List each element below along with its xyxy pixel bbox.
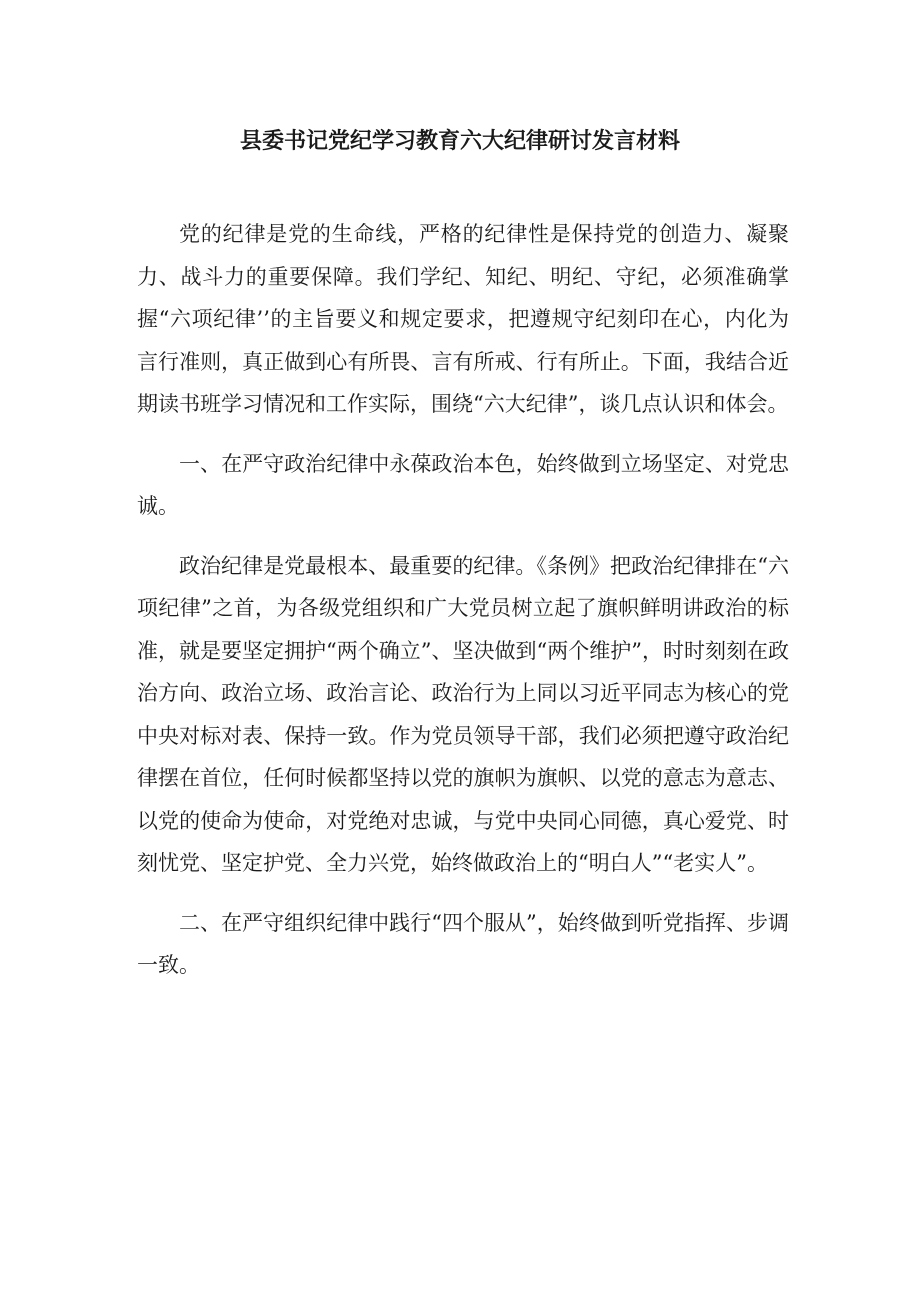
paragraph-heading-2: 二、在严守组织纪律中践行“四个服从”，始终做到听党指挥、步调一致。 [137, 910, 789, 977]
document-body [137, 213, 789, 1004]
paragraph-intro: 党的纪律是党的生命线，严格的纪律性是保持党的创造力、凝聚力、战斗力的重要保障。我们学纪、知纪、明纪、守纪，必须准确掌握“六项纪律’’的主旨要义和规定要求，把遵规守纪刻印在心，内化为言行准则，真正做到心有所畏、言有所戒、行有所止。下面，我结合近期读书班学习情况和工作实际，围绕“六大纪律”，谈几点认识和体会。 [137, 222, 789, 416]
document-title: 县委书记党纪学习教育六大纪律研讨发言材料 [239, 129, 680, 154]
paragraph-political-discipline: 政治纪律是党最根本、最重要的纪律。《条例》把政治纪律排在“六项纪律”之首，为各级党组织和广大党员树立起了旗帜鲜明讲政治的标准，就是要坚定拥护“两个确立”、坚决做到“两个维护”，时时刻刻在政治方向、政治立场、政治言论、政治行为上同以习近平同志为核心的党中央对标对表、保持一致。作为党员领导干部，我们必须把遵守政治纪律摆在首位，任何时候都坚持以党的旗帜为旗帜、以党的意志为意志、以党的使命为使命，对党绝对忠诚，与党中央同心同德，真心爱党、时刻忧党、坚定护党、全力兴党，始终做政治上的“明白人”“老实人”。 [137, 553, 789, 875]
paragraph-heading-1: 一、在严守政治纪律中永葆政治本色，始终做到立场坚定、对党忠诚。 [137, 451, 789, 518]
